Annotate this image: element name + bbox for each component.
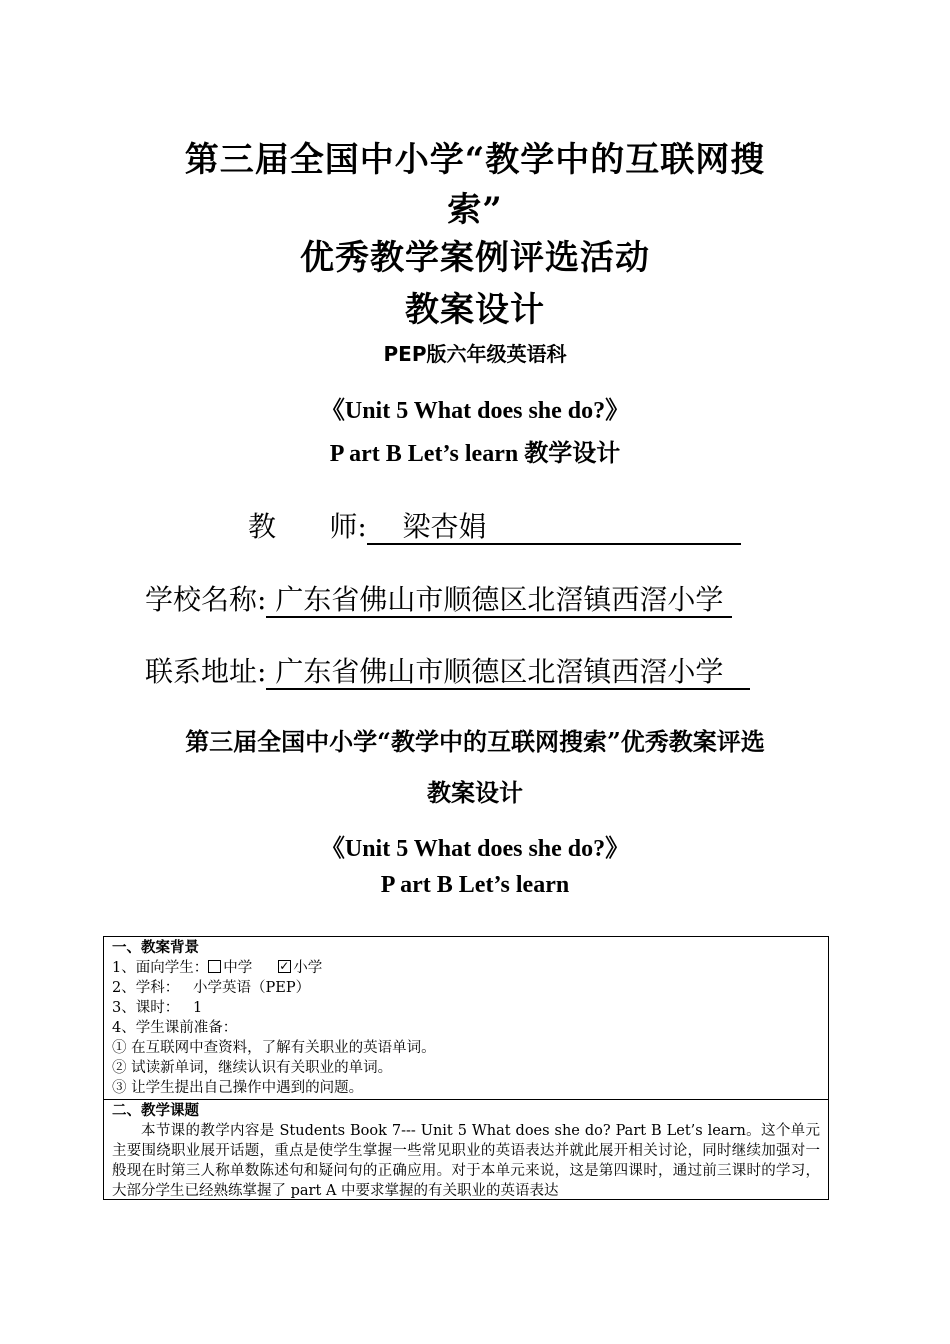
prep-item-3: ③ 让学生提出自己操作中遇到的问题。 <box>112 1080 364 1096</box>
option-middle-school: 中学 <box>223 960 253 976</box>
second-title-line1: 第三届全国中小学“教学中的互联网搜索”优秀教案评选 <box>185 727 765 756</box>
school-value: 广东省佛山市顺德区北滘镇西滘小学 <box>266 584 732 618</box>
students-row <box>112 958 820 978</box>
students-label: 1、面向学生： <box>112 960 209 976</box>
lesson-plan-table <box>103 936 829 1200</box>
subject-row: 2、学科： 小学英语（PEP） <box>112 980 311 996</box>
section-topic-body: 本节课的教学内容是 Students Book 7--- Unit 5 What does she do? Part B Let’s learn。这个单元主要围绕职业展开话题，重点是使学生掌握一些常见职业的英语表达并就此展开相关讨论，同时继续加强对一般现在时第三人称单数陈述句和疑问句的正确应用。对于本单元来说，这是第四课时，通过前三课时的学习，大部分学生已经熟练掌握了 part A 中要求掌握的有关职业的英语表达 <box>112 1123 820 1199</box>
section-topic <box>104 1099 828 1200</box>
section-background <box>104 937 828 1099</box>
prep-row: 4、学生课前准备： <box>112 1020 238 1036</box>
address-field <box>145 650 750 690</box>
address-label: 联系地址: <box>145 655 267 688</box>
prep-item-2: ② 试读新单词，继续认识有关职业的单词。 <box>112 1060 393 1076</box>
unit-title: 《Unit 5 What does she do?》 <box>320 398 630 424</box>
second-unit-title: 《Unit 5 What does she do?》 <box>320 836 630 862</box>
address-value: 广东省佛山市顺德区北滘镇西滘小学 <box>266 656 750 690</box>
section-background-heading: 一、教案背景 <box>112 939 199 956</box>
cover-title-line1: 第三届全国中小学“教学中的互联网搜 <box>184 140 766 180</box>
teacher-label: 教 师: <box>248 510 367 543</box>
school-field <box>145 578 732 618</box>
prep-item-1: ① 在互联网中查资料，了解有关职业的英语单词。 <box>112 1040 436 1056</box>
second-part-title: P art B Let’s learn <box>380 872 570 898</box>
cover-title-line2: 索” <box>447 190 503 230</box>
checkbox-middle-school-icon[interactable] <box>208 960 221 973</box>
school-label: 学校名称: <box>145 583 267 616</box>
teacher-value: 梁杏娟 <box>367 511 741 545</box>
hours-row: 3、课时： 1 <box>112 1000 203 1016</box>
option-primary-school: 小学 <box>293 960 323 976</box>
edition-label: PEP版六年级英语科 <box>383 342 567 366</box>
cover-title-line3: 优秀教学案例评选活动 <box>300 238 650 278</box>
teacher-field <box>248 505 741 545</box>
cover-title-line4: 教案设计 <box>405 290 545 330</box>
checkbox-primary-school-icon[interactable] <box>278 960 291 973</box>
second-title-line2: 教案设计 <box>427 778 523 807</box>
part-title: P art B Let’s learn 教学设计 <box>329 441 621 467</box>
section-topic-heading: 二、教学课题 <box>112 1102 199 1119</box>
